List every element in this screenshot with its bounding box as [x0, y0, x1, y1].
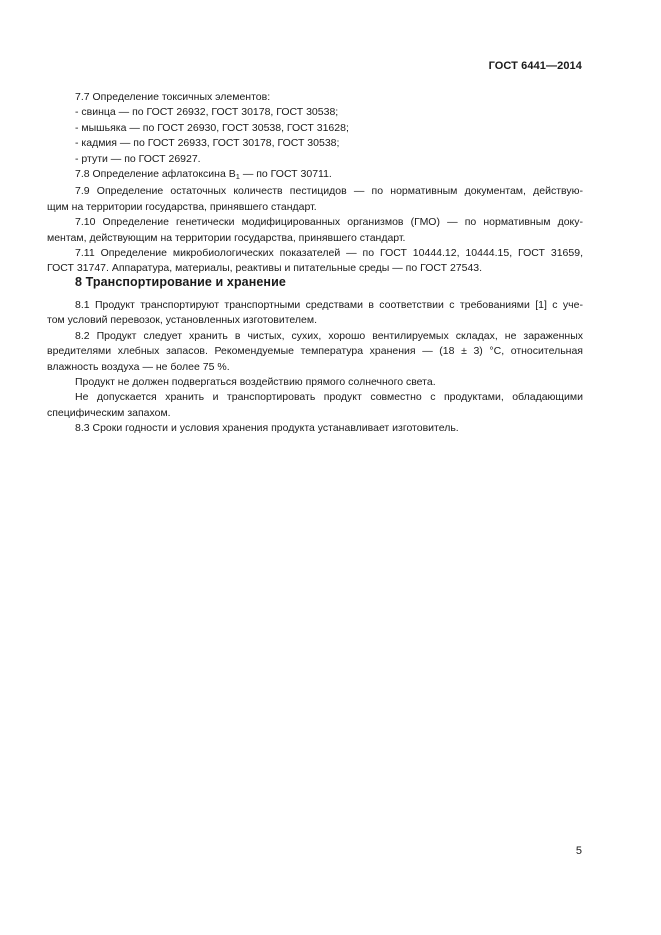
item-7-9-line-1: 7.9 Определение остаточных количеств пестицидов — по нормативным документам, действую-: [75, 185, 583, 198]
item-7-11-line-2: ГОСТ 31747. Аппаратура, материалы, реактивы и питательные среды — по ГОСТ 27543.: [47, 262, 483, 275]
list-item-cadmium: - кадмия — по ГОСТ 26933, ГОСТ 30178, ГОСТ 30538;: [75, 137, 340, 150]
paragraph-storage-together-line-1: Не допускается хранить и транспортировать продукт совместно с продуктами, обладающими: [75, 391, 583, 404]
item-8-2-line-1: 8.2 Продукт следует хранить в чистых, сухих, хорошо вентилируемых складах, не зараженных: [75, 329, 583, 342]
item-8-3: 8.3 Сроки годности и условия хранения продукта устанавливает изготовитель.: [75, 422, 459, 435]
item-7-7-heading: 7.7 Определение токсичных элементов:: [75, 91, 271, 103]
section-8-body: [47, 298, 583, 437]
list-item-lead: - свинца — по ГОСТ 26932, ГОСТ 30178, ГОСТ 30538;: [75, 106, 339, 119]
item-7-9-line-2: щим на территории государства, принявшего стандарт.: [47, 200, 317, 213]
list-item-mercury: - ртути — по ГОСТ 26927.: [75, 152, 201, 165]
item-7-11-line-1: 7.11 Определение микробиологических показателей — по ГОСТ 10444.12, 10444.15, ГОСТ 31659,: [75, 247, 583, 260]
paragraph-sunlight: Продукт не должен подвергаться воздействию прямого солнечного света.: [75, 376, 436, 389]
item-7-8-suffix: — по ГОСТ 30711.: [239, 168, 332, 181]
section-8-title: 8 Транспортирование и хранение: [75, 275, 286, 289]
item-7-8: [75, 167, 583, 184]
item-7-10-line-2: ментам, действующим на территории государства, принявшего стандарт.: [47, 231, 406, 244]
item-8-1-line-1: 8.1 Продукт транспортируют транспортными средствами в соответствии с требованиями [1] с уче-: [75, 299, 583, 311]
item-7-10-line-1: 7.10 Определение генетически модифицированных организмов (ГМО) — по нормативным доку-: [75, 216, 583, 229]
section-7-body: [47, 90, 583, 277]
item-7-8-prefix: 7.8 Определение афлатоксина B: [75, 168, 236, 181]
document-code-header: ГОСТ 6441—2014: [488, 60, 582, 72]
item-7-8-subscript: 1: [235, 172, 240, 182]
page-number: 5: [575, 845, 582, 857]
item-8-1-line-2: том условий перевозок, установленных изготовителем.: [47, 314, 318, 327]
item-8-2-line-2: вредителями хлебных запасов. Рекомендуемые температура хранения — (18 ± 3) °C, относительная: [47, 345, 583, 358]
item-8-2-line-3: влажность воздуха — не более 75 %.: [47, 360, 230, 373]
paragraph-storage-together-line-2: специфическим запахом.: [47, 406, 171, 419]
list-item-arsenic: - мышьяка — по ГОСТ 26930, ГОСТ 30538, ГОСТ 31628;: [75, 121, 349, 134]
